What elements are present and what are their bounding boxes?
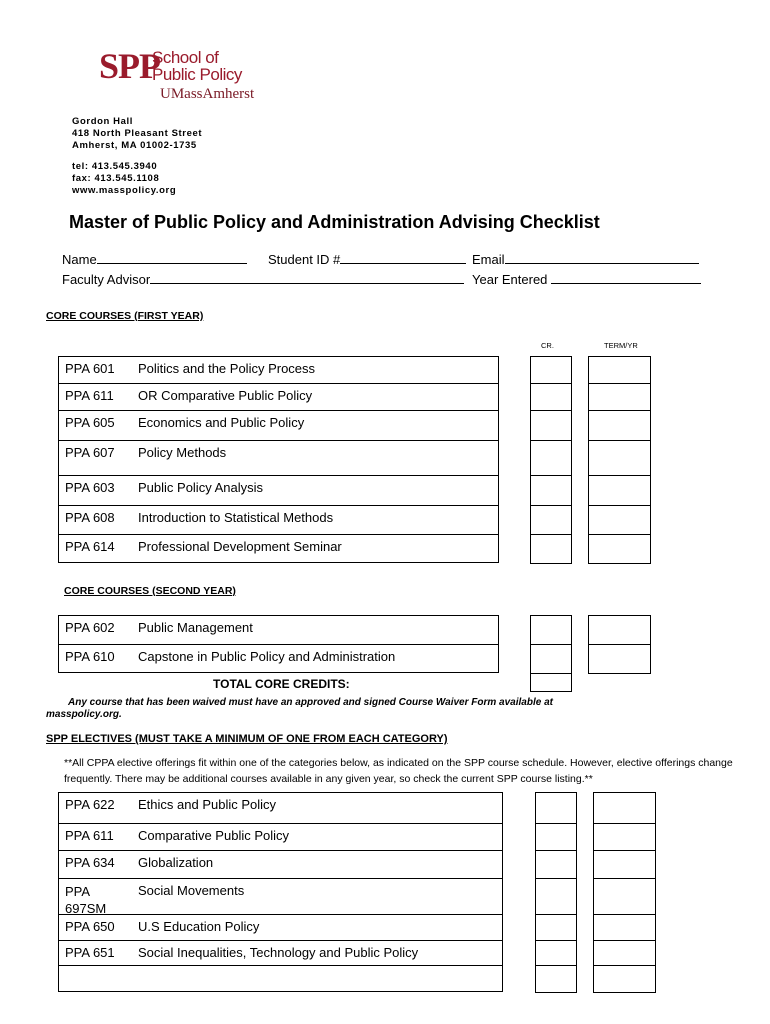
course-title: Capstone in Public Policy and Administration (138, 649, 396, 664)
email-label: Email (472, 252, 505, 267)
term-year-box[interactable] (593, 940, 656, 966)
core-second-row (58, 615, 499, 644)
course-code: PPA 611 (65, 828, 114, 843)
logo-spp: SPP (99, 46, 161, 86)
page-title: Master of Public Policy and Administration Advising Checklist (69, 212, 600, 232)
term-year-box[interactable] (588, 644, 651, 674)
term-year-box[interactable] (588, 475, 651, 506)
core-second-row (58, 644, 499, 673)
course-title: Comparative Public Policy (138, 828, 290, 843)
course-title: Economics and Public Policy (138, 415, 305, 430)
credit-box[interactable] (535, 850, 577, 879)
course-code: PPA 602 (65, 620, 115, 635)
course-title: Introduction to Statistical Methods (138, 510, 334, 525)
term-year-box[interactable] (593, 965, 656, 993)
course-code: PPA 607 (65, 445, 115, 460)
core-first-row (58, 440, 499, 475)
name-line (97, 252, 247, 264)
advisor-label: Faculty Advisor (62, 272, 151, 287)
name-label: Name (62, 252, 97, 267)
elective-row (58, 940, 503, 965)
term-year-box[interactable] (593, 878, 656, 915)
course-title: Policy Methods (138, 445, 227, 460)
credit-box[interactable] (530, 410, 572, 441)
term-year-box[interactable] (588, 356, 651, 384)
core-first-row (58, 356, 499, 383)
address-line-1: Gordon Hall (72, 116, 133, 127)
col-term-heading: TERM/YR (604, 341, 638, 350)
credit-box[interactable] (535, 792, 577, 824)
advisor-field[interactable] (62, 272, 464, 287)
waiver-note: Any course that has been waived must have an approved and signed Course Waiver Form available at (68, 697, 553, 708)
student-id-line (340, 252, 466, 264)
core-first-row (58, 475, 499, 505)
advisor-line (150, 272, 464, 284)
credit-box[interactable] (530, 440, 572, 476)
course-code: PPA 603 (65, 480, 115, 495)
term-year-box[interactable] (588, 505, 651, 535)
core-second-heading: CORE COURSES (SECOND YEAR) (64, 585, 236, 597)
core-first-row (58, 505, 499, 534)
credit-box[interactable] (530, 534, 572, 564)
core-first-row (58, 383, 499, 410)
term-year-box[interactable] (588, 383, 651, 411)
credit-box[interactable] (530, 505, 572, 535)
student-id-field[interactable] (268, 252, 466, 267)
electives-note-1: **All CPPA elective offerings fit within one of the categories below, as indicated on the SPP course schedule. However, elective offerings change (64, 757, 733, 769)
credit-box[interactable] (535, 940, 577, 966)
term-year-box[interactable] (593, 792, 656, 824)
course-code: PPA 634 (65, 855, 115, 870)
elective-row (58, 914, 503, 940)
course-title: Public Policy Analysis (138, 480, 263, 495)
term-year-box[interactable] (588, 410, 651, 441)
term-year-box[interactable] (593, 823, 656, 851)
term-year-box[interactable] (593, 850, 656, 879)
total-core-credits-box[interactable] (530, 673, 572, 692)
address-line-3: Amherst, MA 01002-1735 (72, 140, 197, 151)
course-code: PPA 605 (65, 415, 115, 430)
address-fax: fax: 413.545.1108 (72, 173, 160, 184)
name-field[interactable] (62, 252, 247, 267)
course-code: PPA 611 (65, 388, 114, 403)
course-code: PPA 610 (65, 649, 115, 664)
elective-row (58, 878, 503, 914)
course-title: Politics and the Policy Process (138, 361, 316, 376)
credit-box[interactable] (535, 965, 577, 993)
electives-note-2: frequently. There may be additional courses available in any given year, so check the current SPP course listing.** (64, 773, 593, 785)
course-title: Professional Development Seminar (138, 539, 342, 554)
credit-box[interactable] (535, 878, 577, 915)
core-first-heading: CORE COURSES (FIRST YEAR) (46, 310, 204, 322)
core-first-row (58, 534, 499, 563)
course-title: Social Movements (138, 883, 245, 898)
waiver-note-link[interactable]: masspolicy.org. (46, 709, 122, 720)
logo-umass-amherst: UMassAmherst (160, 86, 255, 102)
course-code: PPA 622 (65, 797, 115, 812)
year-entered-label: Year Entered (472, 272, 548, 287)
student-id-label: Student ID # (268, 252, 341, 267)
year-entered-field[interactable] (472, 272, 701, 287)
col-cr-heading: CR. (541, 341, 554, 350)
electives-heading: SPP ELECTIVES (MUST TAKE A MINIMUM OF ONE FROM EACH CATEGORY) (46, 733, 448, 745)
course-title: Social Inequalities, Technology and Public Policy (138, 945, 419, 960)
elective-row (58, 823, 503, 850)
credit-box[interactable] (530, 644, 572, 674)
elective-row (58, 965, 503, 992)
credit-box[interactable] (535, 823, 577, 851)
course-code: PPA 651 (65, 945, 115, 960)
course-title: Public Management (138, 620, 253, 635)
term-year-box[interactable] (588, 440, 651, 476)
course-code: PPA 614 (65, 539, 115, 554)
credit-box[interactable] (530, 475, 572, 506)
address-line-2: 418 North Pleasant Street (72, 128, 203, 139)
email-line (505, 252, 699, 264)
term-year-box[interactable] (588, 615, 651, 645)
year-entered-line (551, 272, 701, 284)
credit-box[interactable] (530, 615, 572, 645)
core-first-row (58, 410, 499, 440)
logo-school-of: School of (152, 48, 219, 67)
course-title: U.S Education Policy (138, 919, 260, 934)
address-web: www.masspolicy.org (72, 185, 177, 196)
credit-box[interactable] (535, 914, 577, 941)
elective-row (58, 792, 503, 823)
course-code: PPA 650 (65, 919, 115, 934)
course-title: Ethics and Public Policy (138, 797, 277, 812)
total-core-credits-label: TOTAL CORE CREDITS: (213, 677, 350, 691)
course-title: Globalization (138, 855, 214, 870)
credit-box[interactable] (530, 383, 572, 411)
elective-row (58, 850, 503, 878)
course-code: PPA 608 (65, 510, 115, 525)
address-tel: tel: 413.545.3940 (72, 161, 158, 172)
course-code: PPA 697SM (65, 884, 107, 916)
credit-box[interactable] (530, 356, 572, 384)
logo-public-policy: Public Policy (152, 65, 242, 84)
course-code: PPA 601 (65, 361, 115, 376)
term-year-box[interactable] (593, 914, 656, 941)
course-title: OR Comparative Public Policy (138, 388, 313, 403)
email-field[interactable] (472, 252, 699, 267)
term-year-box[interactable] (588, 534, 651, 564)
